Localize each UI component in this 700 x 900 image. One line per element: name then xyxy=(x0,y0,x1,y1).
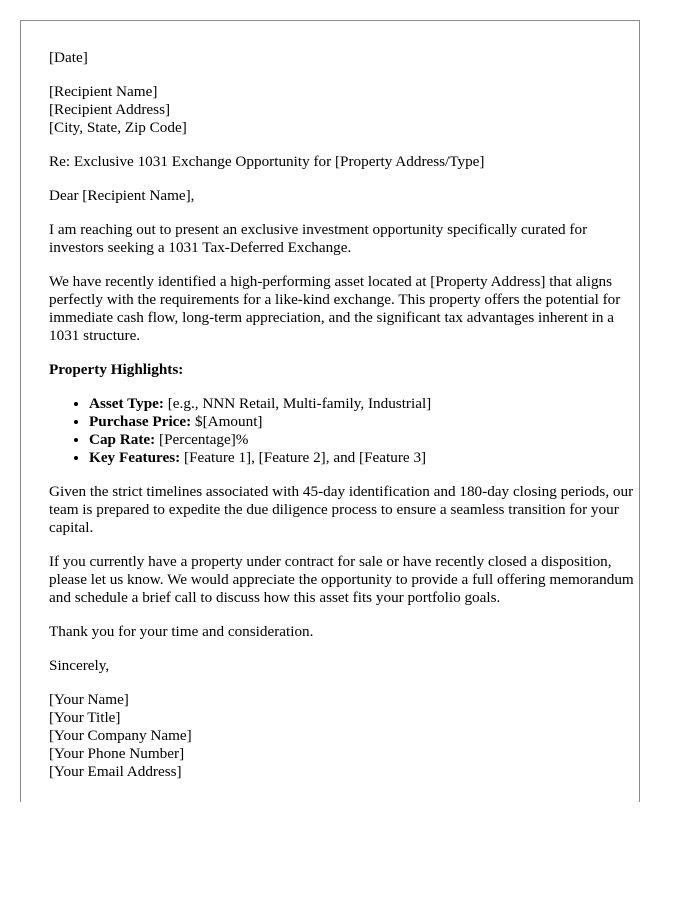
signature-company: [Your Company Name] xyxy=(49,727,192,744)
highlight-value: [e.g., NNN Retail, Multi-family, Industrial] xyxy=(163,395,432,412)
highlight-value: [Feature 1], [Feature 2], and [Feature 3] xyxy=(180,449,427,466)
request-paragraph: If you currently have a property under contract for sale or have recently closed a disposition, please let us know. We would appreciate the opportunity to provide a full offering memorandum and schedule a brief call to discuss how this asset fits your portfolio goals. xyxy=(49,553,634,606)
signature-title: [Your Title] xyxy=(49,709,121,726)
highlight-item-asset-type xyxy=(89,395,639,413)
highlight-item-purchase-price xyxy=(89,413,639,431)
signature-name: [Your Name] xyxy=(49,691,129,708)
property-paragraph: We have recently identified a high-performing asset located at [Property Address] that aligns perfectly with the requirements for a like-kind exchange. This property offers the potential for immediate cash flow, long-term appreciation, and the significant tax advantages inherent in a 1031 structure. xyxy=(49,273,621,344)
highlights-list xyxy=(49,395,639,467)
highlight-value: [Percentage]% xyxy=(155,431,249,448)
signature-block xyxy=(49,691,639,781)
thanks-paragraph: Thank you for your time and consideration. xyxy=(49,623,314,640)
recipient-address: [Recipient Address] xyxy=(49,101,171,118)
highlights-heading: Property Highlights: xyxy=(49,361,184,378)
highlight-value: $[Amount] xyxy=(191,413,263,430)
recipient-name: [Recipient Name] xyxy=(49,83,158,100)
salutation: Dear [Recipient Name], xyxy=(49,187,195,204)
letter-page xyxy=(20,20,640,802)
highlight-label: Asset Type: xyxy=(89,395,164,412)
highlight-label: Key Features: xyxy=(89,449,181,466)
highlight-label: Cap Rate: xyxy=(89,431,156,448)
highlight-item-key-features xyxy=(89,449,639,467)
signature-phone: [Your Phone Number] xyxy=(49,745,185,762)
signature-email: [Your Email Address] xyxy=(49,763,182,780)
recipient-city-state-zip: [City, State, Zip Code] xyxy=(49,119,187,136)
highlight-item-cap-rate xyxy=(89,431,639,449)
closing-line: Sincerely, xyxy=(49,657,110,674)
recipient-block xyxy=(49,83,639,137)
letter-date: [Date] xyxy=(49,49,88,66)
intro-paragraph: I am reaching out to present an exclusive investment opportunity specifically curated for investors seeking a 1031 Tax-Deferred Exchange. xyxy=(49,221,588,256)
timeline-paragraph: Given the strict timelines associated with 45-day identification and 180-day closing periods, our team is prepared to expedite the due diligence process to ensure a seamless transition for your capital. xyxy=(49,483,634,536)
subject-line: Re: Exclusive 1031 Exchange Opportunity for [Property Address/Type] xyxy=(49,153,485,170)
highlight-label: Purchase Price: xyxy=(89,413,192,430)
